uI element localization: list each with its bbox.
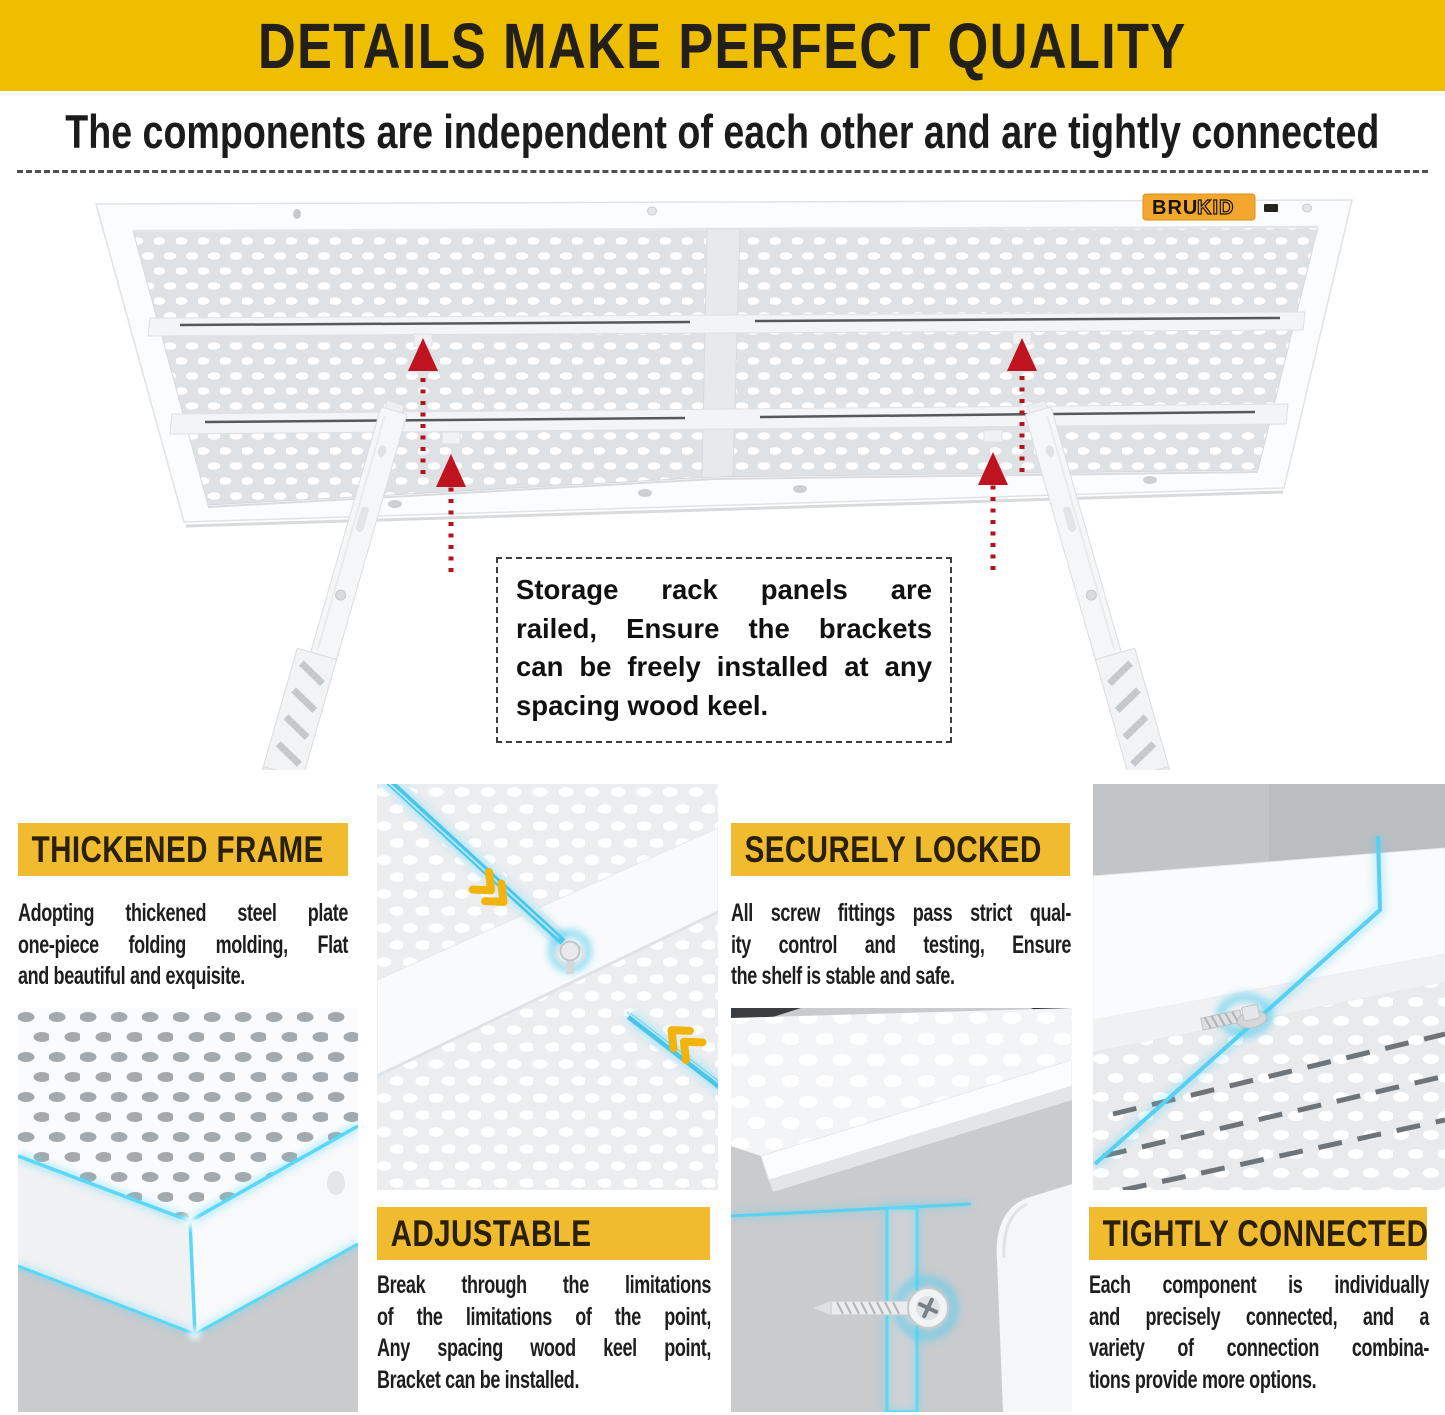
feature-line: one-piece folding molding, Flat: [18, 930, 349, 959]
feature-text-thickened-frame: [18, 898, 348, 993]
banner: [0, 0, 1445, 91]
feature-line: Any spacing wood keel point,: [377, 1334, 712, 1362]
subtitle: The components are independent of each other and are tightly connected: [65, 104, 1380, 158]
feature-title-bar-securely-locked: [731, 823, 1070, 876]
feature-line: Each component is individually: [1089, 1271, 1430, 1299]
feature-image-screw-fitting: [731, 1008, 1072, 1412]
brand-logo-kid: KID: [1197, 197, 1235, 219]
feature-text-securely-locked: [731, 898, 1071, 993]
feature-line: and beautiful and exquisite.: [18, 962, 245, 990]
feature-line: and precisely connected, and a: [1089, 1302, 1430, 1331]
feature-line: the shelf is stable and safe.: [731, 962, 955, 990]
feature-line: Adopting thickened steel plate: [18, 899, 349, 927]
callout-line: Storage rack panels are: [516, 574, 932, 605]
feature-image-rail-slide: [377, 784, 718, 1190]
callout-line: can be freely installed at any: [516, 651, 932, 682]
feature-title: SECURELY LOCKED: [744, 828, 1042, 870]
feature-line: Bracket can be installed.: [377, 1365, 580, 1394]
brand-mark-icon: [1264, 204, 1278, 212]
feature-title-bar-adjustable: [377, 1207, 710, 1260]
feature-title: THICKENED FRAME: [31, 828, 324, 870]
features-grid: [0, 770, 1445, 1415]
feature-line: variety of connection combina-: [1089, 1334, 1430, 1362]
feature-line: Break through the limitations: [377, 1271, 712, 1299]
callout-box: [496, 557, 952, 743]
feature-text-tightly-connected: [1089, 1270, 1429, 1396]
feature-line: tions provide more options.: [1089, 1365, 1317, 1394]
subtitle-row: [0, 91, 1445, 171]
feature-line: All screw fittings pass strict qual-: [731, 899, 1072, 927]
rack-center-divider: [702, 229, 740, 478]
feature-title: TIGHTLY CONNECTED: [1102, 1212, 1429, 1254]
feature-image-frame-joint: [1093, 784, 1445, 1190]
callout-line: spacing wood keel.: [516, 689, 769, 721]
banner-title: DETAILS MAKE PERFECT QUALITY: [258, 9, 1187, 82]
feature-line: ity control and testing, Ensure: [731, 930, 1072, 959]
dashed-divider: [17, 170, 1428, 173]
feature-title-bar-thickened-frame: [18, 823, 348, 876]
hero-section: [0, 174, 1445, 770]
brand-logo-bru: BRU: [1152, 197, 1199, 219]
callout-line: railed, Ensure the brackets: [516, 612, 932, 644]
feature-text-adjustable: [377, 1270, 711, 1396]
feature-image-panel-corner: [18, 1008, 358, 1412]
feature-line: of the limitations of the point,: [377, 1302, 712, 1331]
feature-title: ADJUSTABLE: [390, 1212, 592, 1254]
feature-title-bar-tightly-connected: [1089, 1207, 1427, 1260]
